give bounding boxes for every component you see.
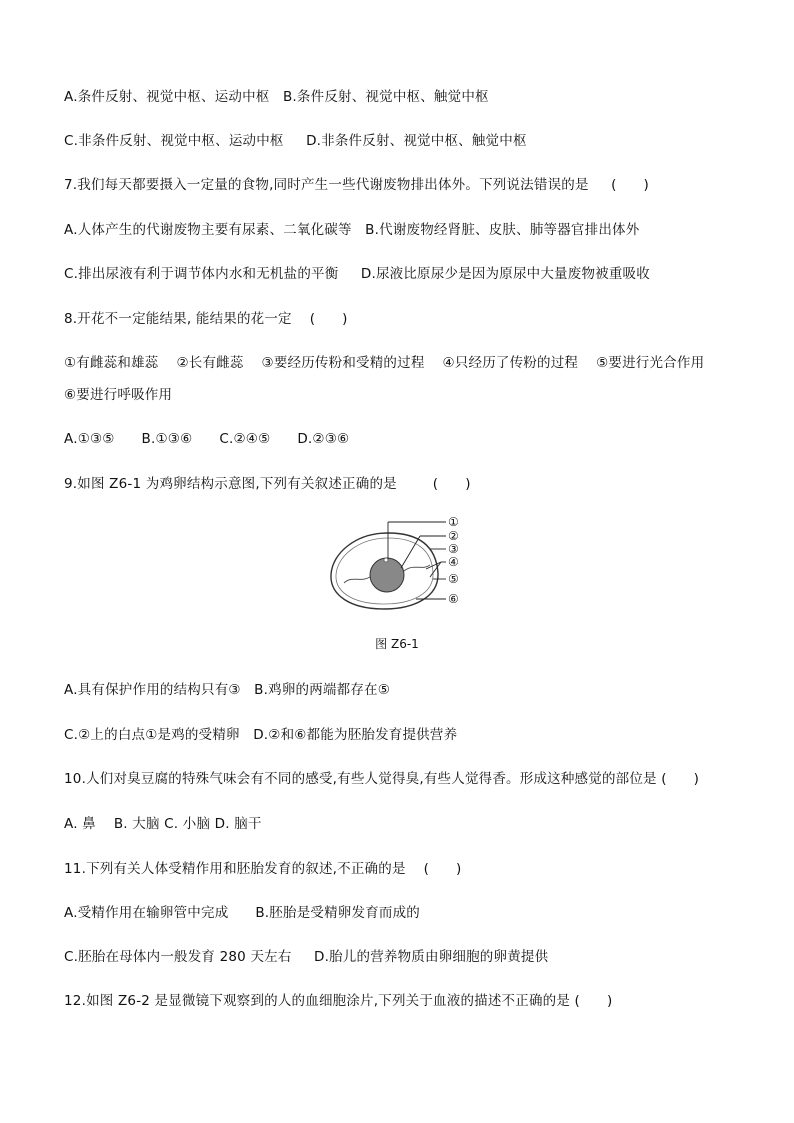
q7-options-cd: C.排出尿液有利于调节体内水和无机盐的平衡 D.尿液比原尿少是因为原尿中大量废物被重吸收	[64, 266, 650, 282]
q8-stem: 8.开花不一定能结果, 能结果的花一定 ( )	[64, 311, 348, 327]
q11-options-ab: A.受精作用在输卵管中完成 B.胚胎是受精卵发育而成的	[64, 905, 420, 921]
q9-stem: 9.如图 Z6-1 为鸡卵结构示意图,下列有关叙述正确的是 ( )	[64, 476, 471, 492]
q8-options: A.①③⑤ B.①③⑥ C.②④⑤ D.②③⑥	[64, 431, 350, 447]
q11-stem: 11.下列有关人体受精作用和胚胎发育的叙述,不正确的是 ( )	[64, 861, 462, 877]
figure-caption: 图 Z6-1	[375, 637, 419, 651]
q11-options-cd: C.胚胎在母体内一般发育 280 天左右 D.胎儿的营养物质由卵细胞的卵黄提供	[64, 949, 549, 965]
label-3: ③	[448, 542, 459, 556]
q6-options-cd: C.非条件反射、视觉中枢、运动中枢 D.非条件反射、视觉中枢、触觉中枢	[64, 133, 527, 149]
label-2: ②	[448, 529, 459, 543]
egg-yolk	[370, 558, 404, 592]
q10-options: A. 鼻 B. 大脑 C. 小脑 D. 脑干	[64, 816, 262, 832]
egg-structure-diagram	[326, 511, 486, 611]
q7-options-ab: A.人体产生的代谢废物主要有尿素、二氧化碳等 B.代谢废物经肾脏、皮肤、肺等器官排出体外	[64, 222, 640, 238]
germinal-disc	[384, 558, 388, 562]
q10-stem: 10.人们对臭豆腐的特殊气味会有不同的感受,有些人觉得臭,有些人觉得香。形成这种感觉的部位是 ( )	[64, 771, 700, 787]
q8-statements-1: ①有雌蕊和雄蕊 ②长有雌蕊 ③要经历传粉和受精的过程 ④只经历了传粉的过程 ⑤要进行光合作用	[64, 355, 705, 371]
q8-statements-2: ⑥要进行呼吸作用	[64, 387, 173, 403]
q9-options-ab: A.具有保护作用的结构只有③ B.鸡卵的两端都存在⑤	[64, 682, 391, 698]
label-6: ⑥	[448, 592, 459, 606]
q9-options-cd: C.②上的白点①是鸡的受精卵 D.②和⑥都能为胚胎发育提供营养	[64, 727, 458, 743]
label-4: ④	[448, 555, 459, 569]
label-1: ①	[448, 515, 459, 529]
q7-stem: 7.我们每天都要摄入一定量的食物,同时产生一些代谢废物排出体外。下列说法错误的是 ( )	[64, 177, 650, 193]
q6-options-ab: A.条件反射、视觉中枢、运动中枢 B.条件反射、视觉中枢、触觉中枢	[64, 89, 489, 105]
q12-stem: 12.如图 Z6-2 是显微镜下观察到的人的血细胞涂片,下列关于血液的描述不正确的是 ( )	[64, 993, 613, 1009]
label-5: ⑤	[448, 572, 459, 586]
